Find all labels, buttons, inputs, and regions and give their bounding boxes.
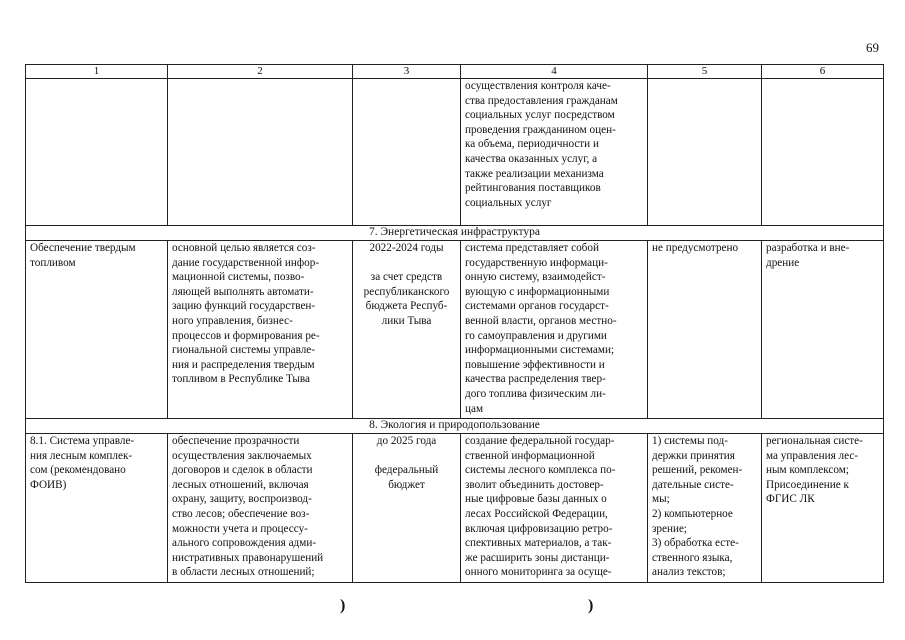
table-cell [762, 79, 884, 226]
column-header-6: 6 [762, 65, 884, 79]
table-cell: создание федеральной государ- ственной информационной системы лесного комплекса по- зволит объединить достовер- ные цифровые базы данных о лесах Российской Федерации, включая цифровизацию ретро- спективных материалов, а так- же расширить зоны дистанци- онного мониторинга за осуще- [461, 434, 648, 583]
footer-mark: ) [588, 597, 594, 614]
footer-mark: ) [340, 597, 346, 614]
table-cell: система представляет собой государственную информаци- онную систему, взаимодейст- вующую с информационными системами органов государст- венной власти, органов местно- го самоуправления и другими информационными системами; повышение эффективности и качества распределения твер- дого топлива физическим ли- цам [461, 241, 648, 419]
column-number-row [26, 65, 884, 79]
table-cell [353, 79, 461, 226]
table-cell [648, 79, 762, 226]
table-cell: 1) системы под- держки принятия решений, рекомен- дательные систе- мы; 2) компьютерное зрение; 3) обработка есте- ственного языка, анализ текстов; [648, 434, 762, 583]
column-header-1: 1 [26, 65, 168, 79]
column-header-4: 4 [461, 65, 648, 79]
table-row [26, 241, 884, 419]
table-cell: обеспечение прозрачности осуществления заключаемых договоров и сделок в области лесных отношений, включая охрану, защиту, воспроизвод- ство лесов; обеспечение воз- можности учета и процессу- ального сопровождения адми- нистративных правонарушений в области лесных отношений; [168, 434, 353, 583]
program-table [25, 64, 884, 583]
table-cell: основной целью является соз- дание государственной инфор- мационной системы, позво- ляющей выполнять автомати- зацию функций государствен- ного управления, бизнес- процессов и формирования ре- гиональной системы управле- ния и распределения твердым топливом в Республике Тыва [168, 241, 353, 419]
section-heading-row [26, 226, 884, 241]
table-cell [168, 79, 353, 226]
table-cell: 2022-2024 годы за счет средств республиканского бюджета Респуб- лики Тыва [353, 241, 461, 419]
table-cell [26, 79, 168, 226]
page-number: 69 [866, 40, 879, 55]
column-header-5: 5 [648, 65, 762, 79]
table-cell: региональная систе- ма управления лес- ным комплексом; Присоединение к ФГИС ЛК [762, 434, 884, 583]
section-title: 7. Энергетическая инфраструктура [26, 226, 884, 241]
continuation-row [26, 79, 884, 226]
column-header-2: 2 [168, 65, 353, 79]
table-cell: не предусмотрено [648, 241, 762, 419]
table-cell: осуществления контроля каче- ства предоставления гражданам социальных услуг посредством проведения гражданином оцен- ка объема, периодичности и качества оказанных услуг, а также реализации механизма рейтингования поставщиков социальных услуг [461, 79, 648, 226]
table-cell: Обеспечение твердым топливом [26, 241, 168, 419]
table-cell: 8.1. Система управле- ния лесным комплек- сом (рекомендовано ФОИВ) [26, 434, 168, 583]
section-title: 8. Экология и природопользование [26, 419, 884, 434]
table-cell: до 2025 года федеральный бюджет [353, 434, 461, 583]
column-header-3: 3 [353, 65, 461, 79]
table-row [26, 434, 884, 583]
table-cell: разработка и вне- дрение [762, 241, 884, 419]
section-heading-row [26, 419, 884, 434]
